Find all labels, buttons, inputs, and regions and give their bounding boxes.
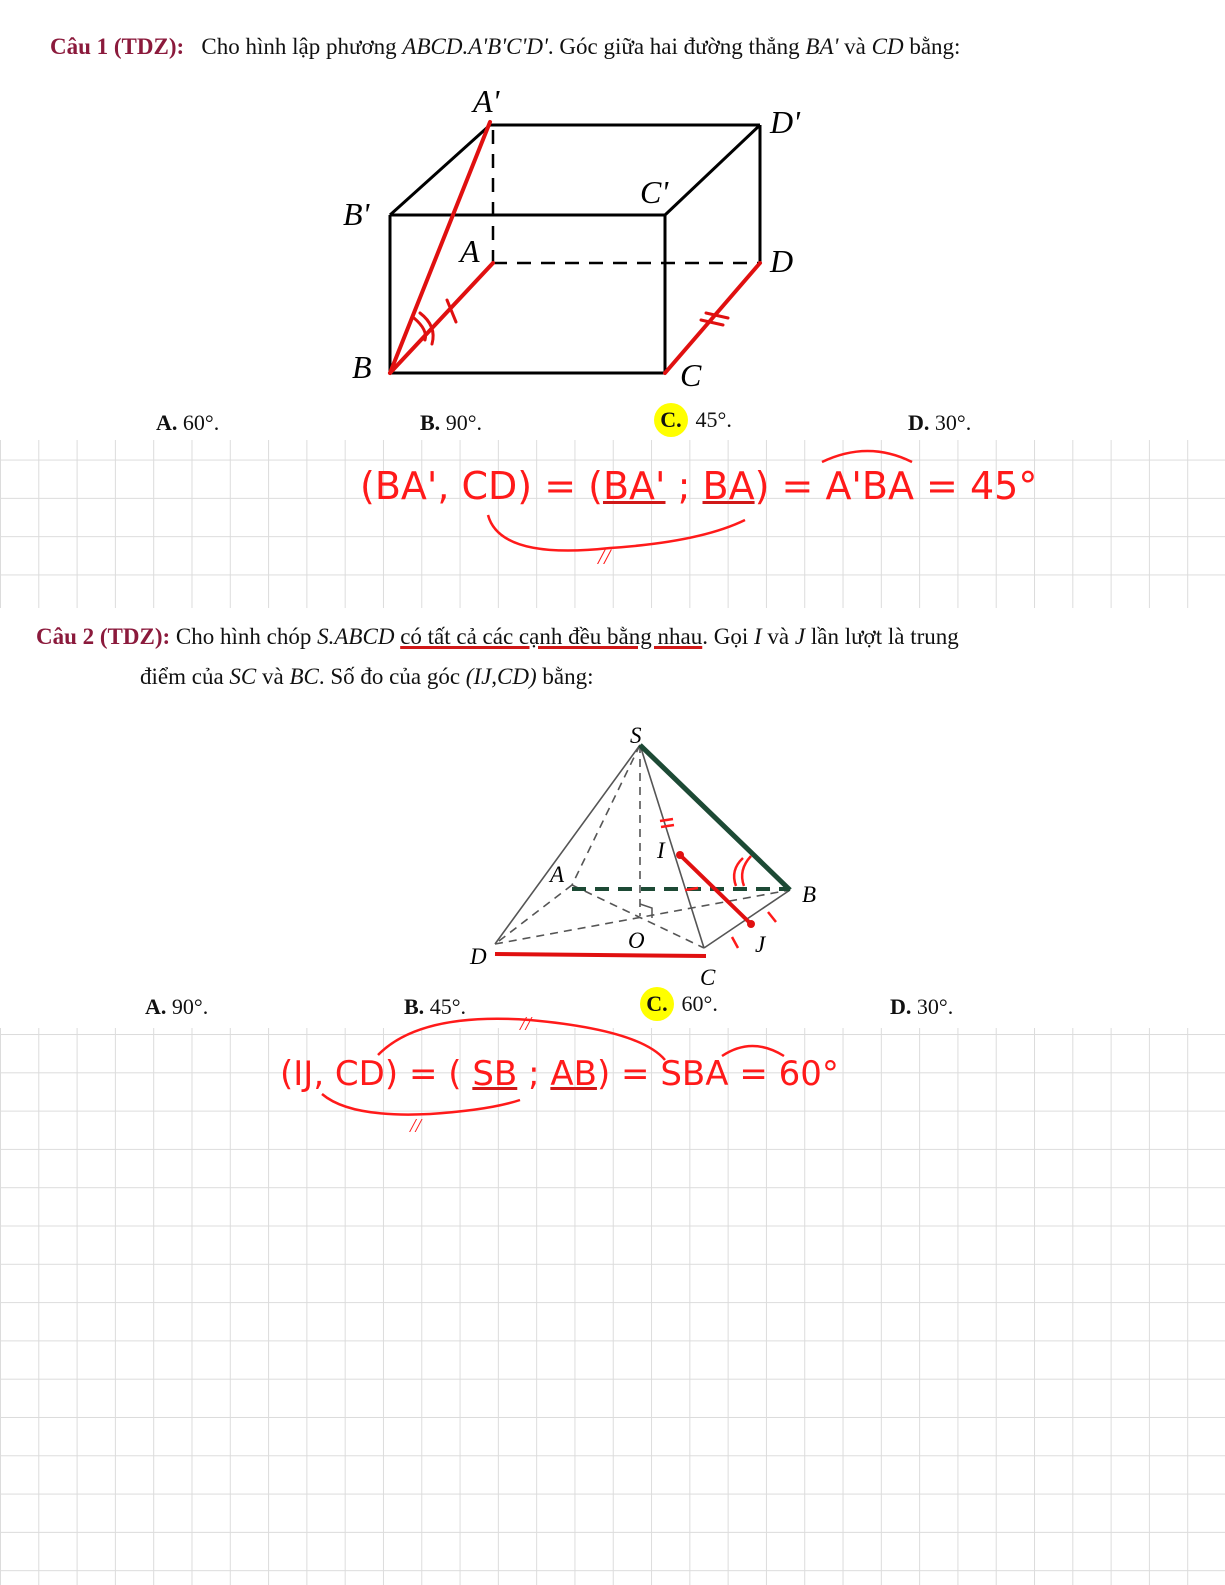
q1-option-b-letter: B.	[420, 410, 441, 435]
q2-line2-start: điểm của	[140, 664, 224, 689]
q2-text-before: Cho hình chóp	[175, 624, 312, 649]
q2-seg2: BC	[289, 664, 319, 689]
q2-option-a-letter: A.	[145, 994, 167, 1019]
pyr-label-b: B	[802, 882, 817, 907]
q1-hw-parallel: //	[598, 544, 611, 569]
q1-text-mid: . Góc giữa hai đường thẳng	[547, 34, 800, 59]
q2-text-underlined: có tất cả các cạnh đều bằng nhau	[400, 624, 703, 649]
q1-option-a-letter: A.	[156, 410, 178, 435]
q2-point-i: I	[753, 624, 762, 649]
q2-hw-parallel-bottom: //	[410, 1115, 422, 1137]
q2-hw-eq1: =	[408, 1054, 438, 1094]
q2-text-after: . Gọi	[702, 624, 749, 649]
q2-and: và	[767, 624, 790, 649]
q1-option-a-suffix: .	[213, 410, 220, 435]
q2-line2-end: bằng:	[542, 664, 594, 689]
q2-hw-result: = 60°	[739, 1054, 839, 1094]
q1-hw-open: (	[588, 464, 603, 508]
pyr-label-o: O	[628, 928, 645, 953]
q1-hw-result: = 45°	[926, 464, 1038, 508]
q1-option-b-value: 90°	[445, 410, 477, 435]
q2-option-d-suffix: .	[947, 994, 954, 1019]
q2-hw-open: (	[448, 1054, 462, 1094]
q1-option-c-letter: C.	[654, 403, 688, 437]
q2-hw-angle: SBA	[660, 1054, 729, 1094]
q2-hw-eq2: =	[621, 1054, 650, 1094]
q1-line1: BA'	[805, 34, 839, 59]
q2-line2-mid: . Số đo của góc	[318, 664, 461, 689]
cube-label-b: B	[352, 349, 372, 385]
q1-option-a-value: 60°	[182, 410, 214, 435]
q1-option-b-suffix: .	[476, 410, 482, 435]
cube-label-ap: A'	[473, 83, 500, 119]
pyr-label-d: D	[470, 944, 487, 969]
q1-hw-eq1: =	[544, 464, 577, 508]
q1-line2: CD	[871, 34, 904, 59]
q1-label: Câu 1 (TDZ):	[50, 34, 185, 59]
pyr-label-a: A	[550, 862, 565, 887]
q2-and-2: và	[262, 664, 284, 689]
q2-option-c-letter: C.	[640, 987, 674, 1021]
q2-option-b-suffix: .	[460, 994, 466, 1019]
q1-and: và	[844, 34, 866, 59]
q1-option-d-value: 30°	[934, 410, 966, 435]
q1-text-end: bằng:	[909, 34, 961, 59]
q2-option-a-value: 90°	[171, 994, 203, 1019]
q2-hw-expr1: (IJ, CD)	[280, 1054, 399, 1094]
q2-hw-a: SB	[472, 1054, 518, 1094]
pyr-label-c: C	[700, 965, 716, 990]
q2-option-a-suffix: .	[202, 994, 209, 1019]
q1-hw-angle: A'BA	[825, 464, 914, 508]
q2-option-c-value: 60°	[681, 991, 713, 1016]
q1-hw-a: BA'	[602, 464, 666, 508]
q2-pyramid: S.ABCD	[317, 624, 395, 649]
q1-cube-name: ABCD.A'B'C'D'	[402, 34, 548, 59]
q2-point-j: J	[794, 624, 806, 649]
q2-hw-sep: ;	[528, 1054, 540, 1094]
cube-label-d: D	[770, 243, 794, 279]
q1-hw-expr1: (BA', CD)	[360, 464, 533, 508]
q2-label: Câu 2 (TDZ):	[36, 624, 171, 649]
cube-label-a: A	[460, 233, 480, 269]
q2-hw-close: )	[596, 1054, 611, 1094]
q1-hw-eq2: =	[781, 464, 814, 508]
cube-label-c: C	[680, 357, 702, 393]
q1-option-d-suffix: .	[965, 410, 972, 435]
q1-option-c-value: 45°	[695, 407, 727, 432]
pyr-label-i: I	[657, 838, 665, 863]
q2-option-c-suffix: .	[712, 991, 718, 1016]
cube-label-dp: D'	[770, 104, 800, 140]
q1-hw-b: BA	[702, 464, 755, 508]
q1-hw-sep: ;	[677, 464, 691, 508]
q2-hw-parallel-top: //	[520, 1013, 532, 1035]
q1-option-c-suffix: .	[726, 407, 732, 432]
q2-seg1: SC	[229, 664, 257, 689]
cube-label-cp: C'	[640, 174, 669, 210]
q2-option-d-letter: D.	[890, 994, 912, 1019]
pyr-label-j: J	[755, 932, 766, 957]
pyr-label-s: S	[630, 723, 642, 748]
q1-text-before: Cho hình lập phương	[201, 34, 397, 59]
q2-hw-hat	[722, 1046, 784, 1056]
q2-option-b-letter: B.	[404, 994, 425, 1019]
q2-angle-expr: (IJ,CD)	[465, 664, 537, 689]
q2-option-d-value: 30°	[916, 994, 948, 1019]
q2-option-b-value: 45°	[429, 994, 461, 1019]
q2-hw-arc-bottom	[322, 1094, 520, 1115]
q1-option-d-letter: D.	[908, 410, 930, 435]
cube-label-bp: B'	[343, 196, 370, 232]
q2-hw-b: AB	[550, 1054, 597, 1094]
q2-text-tail: lần lượt là trung	[810, 624, 959, 649]
q1-hw-close: )	[754, 464, 770, 508]
